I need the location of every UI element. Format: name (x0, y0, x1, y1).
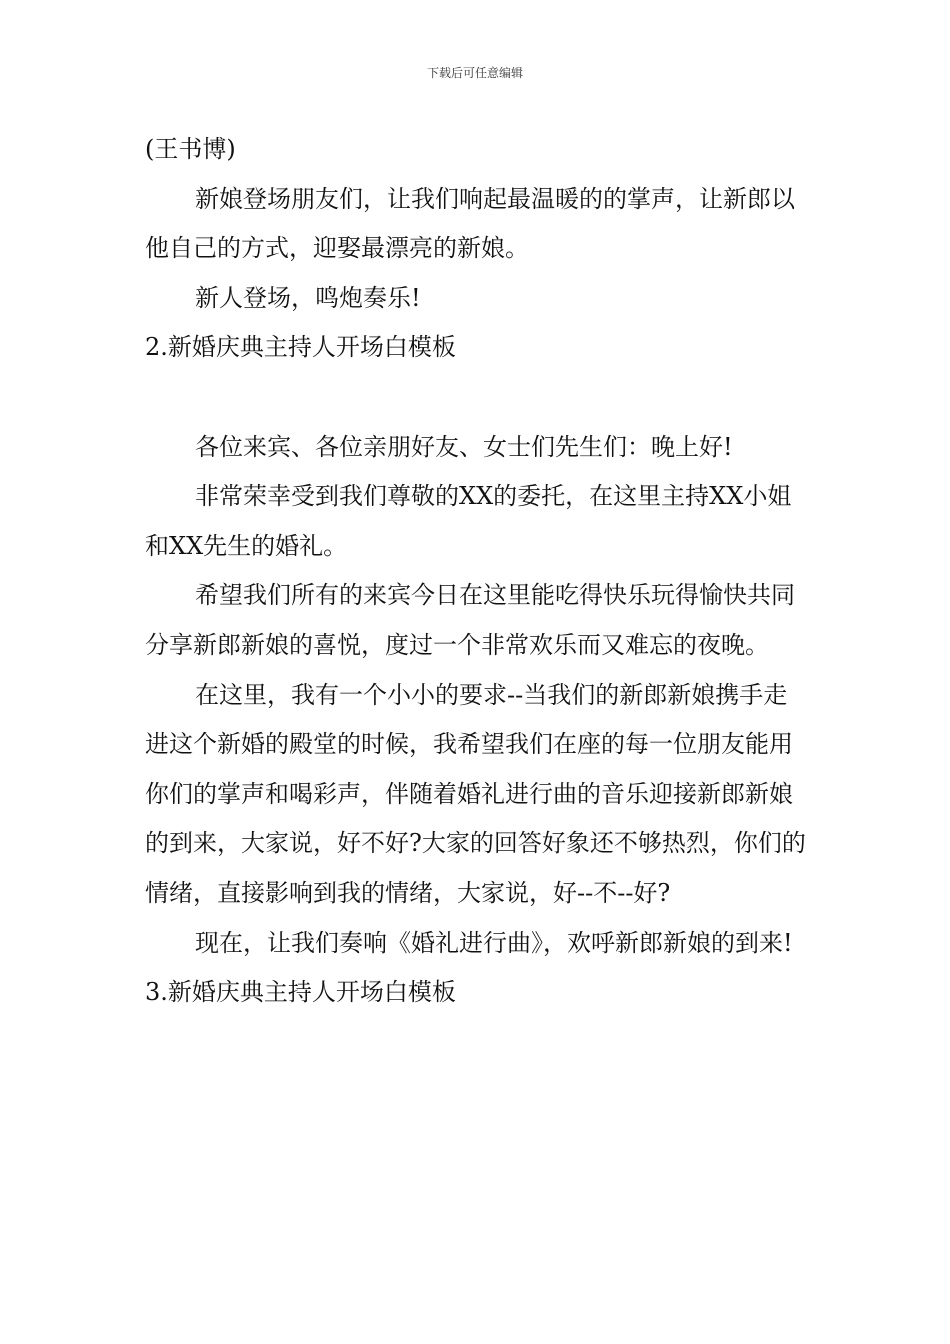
paragraph-march: 现在，让我们奏响《婚礼进行曲》，欢呼新郎新娘的到来! (195, 928, 793, 957)
section-heading-3: 3.新婚庆典主持人开场白模板 (145, 978, 456, 1007)
page-header: 下载后可任意编辑 (426, 66, 523, 80)
section-heading-2: 2.新婚庆典主持人开场白模板 (145, 333, 456, 362)
blank-line (145, 373, 811, 423)
document-body (145, 125, 811, 1018)
paragraph-honor: 非常荣幸受到我们尊敬的XX的委托，在这里主持XX小姐和XX先生的婚礼。 (145, 482, 792, 560)
paragraph-hope: 希望我们所有的来宾今日在这里能吃得快乐玩得愉快共同分享新郎新娘的喜悦，度过一个非常欢乐而又难忘的夜晚。 (145, 581, 795, 659)
paragraph-bride-entrance: 新娘登场朋友们，让我们响起最温暖的的掌声，让新郎以他自己的方式，迎娶最漂亮的新娘。 (145, 184, 795, 263)
paragraph-couple-entrance: 新人登场，鸣炮奏乐! (195, 283, 421, 312)
paragraph-greeting: 各位来宾、各位亲朋好友、女士们先生们：晚上好! (195, 432, 733, 461)
paragraph-request: 在这里，我有一个小小的要求--当我们的新郎新娘携手走进这个新婚的殿堂的时候，我希望我们在座的每一位朋友能用你们的掌声和喝彩声，伴随着婚礼进行曲的音乐迎接新郎新娘的到来，大家说，好不好?大家的回答好象还不够热烈，你们的情绪，直接影响到我的情绪，大家说，好--不--好? (145, 680, 806, 907)
paragraph-attribution: (王书博) (145, 135, 236, 163)
